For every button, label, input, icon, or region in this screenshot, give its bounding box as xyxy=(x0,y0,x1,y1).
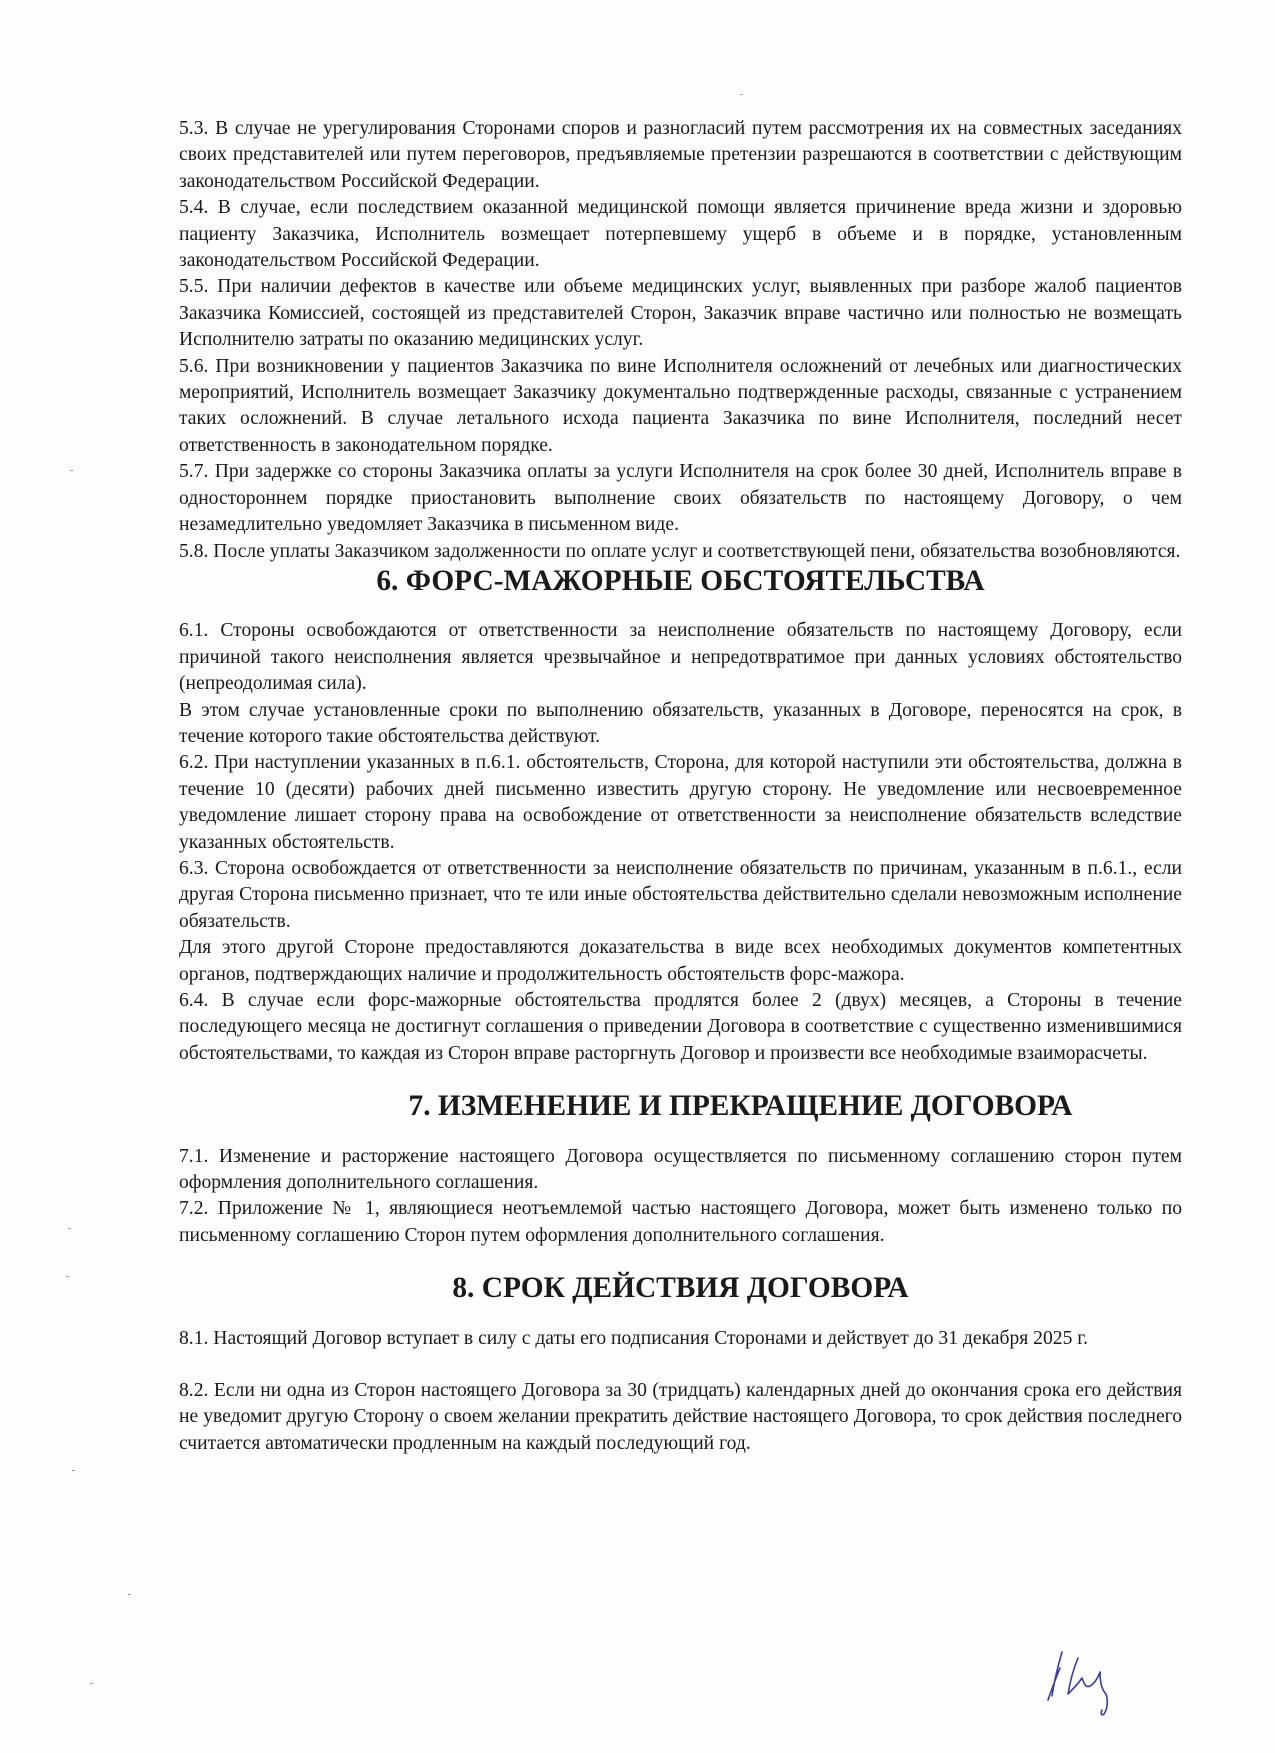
section-5-liability xyxy=(179,116,1182,565)
clause-8-2: 8.2. Если ни одна из Сторон настоящего Договора за 30 (тридцать) календарных дней до окончания срока его действия не уведомит другую Сторону о своем желании прекратить действие настоящего Договора, то срок действия последнего считается автоматически продленным на каждый последующий год. xyxy=(179,1380,1182,1454)
clause-6-1: 6.1. Стороны освобождаются от ответственности за неисполнение обязательств по настоящему Договору, если причиной такого неисполнения является чрезвычайное и непредотвратимое при данных условиях обстоятельство (непреодолимая сила). xyxy=(179,620,1182,695)
clause-5-8: 5.8. После уплаты Заказчиком задолженности по оплате услуг и соответствующей пени, обязательства возобновляются. xyxy=(179,540,1181,562)
section-7-amendment xyxy=(179,1090,1182,1249)
section-8-term xyxy=(179,1272,1182,1457)
clause-5-7: 5.7. При задержке со стороны Заказчика оплаты за услуги Исполнителя на срок более 30 дней, Исполнитель вправе в одностороннем порядке приостановить выполнение своих обязательств по настоящему Договору, о чем незамедлительно уведомляет Заказчика в письменном виде. xyxy=(179,461,1182,536)
document-body xyxy=(179,116,1182,1457)
section-6-force-majeure xyxy=(179,564,1182,1067)
clause-5-6: 5.6. При возникновении у пациентов Заказчика по вине Исполнителя осложнений от лечебных или диагностических мероприятий, Исполнитель возмещает Заказчику документально подтвержденные расходы, связанные с устранением таких осложнений. В случае летального исхода пациента Заказчика по вине Исполнителя, последний несет ответственность в законодательном порядке. xyxy=(179,355,1182,456)
clause-5-4: 5.4. В случае, если последствием оказанной медицинской помощи является причинение вреда жизни и здоровью пациенту Заказчика, Исполнитель возмещает потерпевшему ущерб в объеме и в порядке, установленным законодательством Российской Федерации. xyxy=(179,197,1182,272)
clause-6-1-continuation: В этом случае установленные сроки по выполнению обязательств, указанных в Договоре, переносятся на срок, в течение которого такие обстоятельства действуют. xyxy=(179,699,1182,747)
section-8-heading: 8. СРОК ДЕЙСТВИЯ ДОГОВОРА xyxy=(452,1272,909,1305)
handwritten-signature xyxy=(1038,1638,1128,1718)
clause-7-2: 7.2. Приложение № 1, являющиеся неотъемлемой частью настоящего Договора, может быть изменено только по письменному соглашению Сторон путем оформления дополнительного соглашения. xyxy=(179,1198,1182,1246)
scan-artifact xyxy=(70,470,73,471)
section-6-heading: 6. ФОРС-МАЖОРНЫЕ ОБСТОЯТЕЛЬСТВА xyxy=(376,564,985,597)
scan-artifact xyxy=(68,1228,71,1229)
section-7-heading: 7. ИЗМЕНЕНИЕ И ПРЕКРАЩЕНИЕ ДОГОВОРА xyxy=(408,1090,1073,1123)
clause-7-1: 7.1. Изменение и расторжение настоящего Договора осуществляется по письменному соглашению сторон путем оформления дополнительного соглашения. xyxy=(179,1145,1182,1194)
paragraph-spacer xyxy=(179,1352,1182,1378)
scan-artifact xyxy=(72,1470,75,1471)
clause-6-4: 6.4. В случае если форс-мажорные обстоятельства продлятся более 2 (двух) месяцев, а Стороны в течение последующего месяца не достигнут соглашения о приведении Договора в соответствие с существенно изменившимися обстоятельствами, то каждая из Сторон вправе расторгнуть Договор и произвести все необходимые взаиморасчеты. xyxy=(179,990,1182,1064)
scan-artifact xyxy=(740,94,743,95)
clause-8-1: 8.1. Настоящий Договор вступает в силу с даты его подписания Сторонами и действует до 31 декабря 2025 г. xyxy=(179,1327,1088,1349)
scan-artifact xyxy=(66,1276,69,1277)
scan-artifact xyxy=(128,1594,131,1595)
clause-6-2: 6.2. При наступлении указанных в п.6.1. обстоятельств, Сторона, для которой наступили эти обстоятельства, должна в течение 10 (десяти) рабочих дней письменно известить другую сторону. Не уведомление или несвоевременное уведомление лишает сторону права на освобождение от ответственности за неисполнение обязательств вследствие указанных обстоятельств. xyxy=(179,752,1182,853)
clause-6-3-continuation: Для этого другой Стороне предоставляются доказательства в виде всех необходимых документов компетентных органов, подтверждающих наличие и продолжительность обстоятельств форс-мажора. xyxy=(179,937,1182,985)
scan-artifact xyxy=(90,1683,93,1684)
clause-6-3: 6.3. Сторона освобождается от ответственности за неисполнение обязательств по причинам, указанным в п.6.1., если другая Сторона письменно признает, что те или иные обстоятельства действительно сделали невозможным исполнение обязательств. xyxy=(179,857,1182,932)
clause-5-5: 5.5. При наличии дефектов в качестве или объеме медицинских услуг, выявленных при разборе жалоб пациентов Заказчика Комиссией, состоящей из представителей Сторон, Заказчик вправе частично или полностью не возмещать Исполнителю затраты по оказанию медицинских услуг. xyxy=(179,276,1182,351)
clause-5-3: 5.3. В случае не урегулирования Сторонами споров и разногласий путем рассмотрения их на совместных заседаниях своих представителей или путем переговоров, предъявляемые претензии разрешаются в соответствии с действующим законодательством Российской Федерации. xyxy=(179,118,1182,192)
